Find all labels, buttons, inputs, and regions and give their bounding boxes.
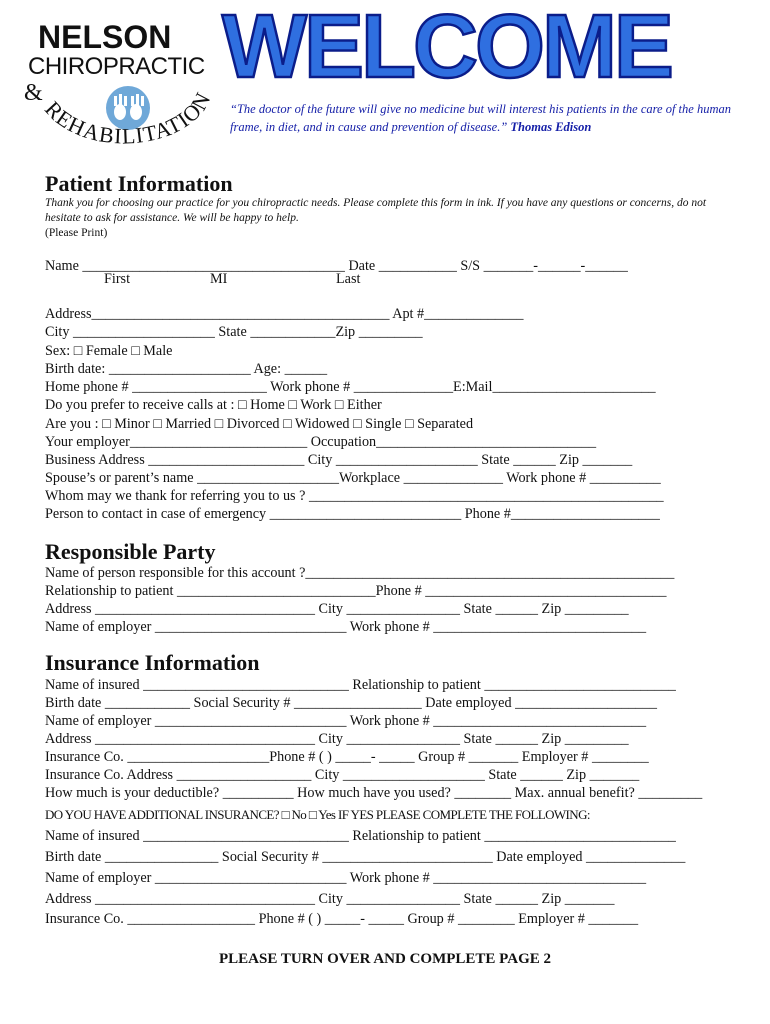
quote-text: “The doctor of the future will give no medicine but will interest his patients in the care of the human frame, in diet, and in cause and prevention of disease.”	[230, 102, 731, 134]
responsible-party-title: Responsible Party	[45, 539, 216, 564]
name-sub-last: Last	[336, 271, 361, 287]
logo-rehabilitation: REHABILITATION	[40, 87, 216, 149]
insured-employer-row[interactable]: Name of employer ___________________________ Work phone # ______________________________	[45, 713, 647, 729]
employer-row[interactable]: Your employer_________________________ Occupation_______________________________	[45, 434, 597, 450]
logo-nelson: NELSON	[38, 19, 172, 55]
city-row[interactable]: City ____________________ State ____________Zip _________	[45, 324, 423, 340]
second-insured-name-row[interactable]: Name of insured _____________________________ Relationship to patient ___________________________	[45, 828, 676, 844]
insurance-info-title: Insurance Information	[45, 650, 260, 675]
name-sub-mi: MI	[210, 271, 228, 287]
business-address-row[interactable]: Business Address ______________________ City ____________________ State ______ Zip _______	[45, 452, 633, 468]
clinic-logo	[22, 8, 222, 158]
edison-quote	[230, 100, 750, 136]
second-insurance-co-row[interactable]: Insurance Co. __________________ Phone # ( ) _____- _____ Group # ________ Employer # _______	[45, 911, 639, 927]
name-row[interactable]: Name _____________________________________ Date ___________ S/S _______-______-______	[45, 258, 628, 274]
additional-insurance-question[interactable]: DO YOU HAVE ADDITIONAL INSURANCE? □ No □ Yes IF YES PLEASE COMPLETE THE FOLLOWING:	[45, 807, 590, 822]
call-preference-row[interactable]: Do you prefer to receive calls at : □ Home □ Work □ Either	[45, 397, 382, 413]
quote-author: Thomas Edison	[510, 120, 592, 134]
address-row[interactable]: Address__________________________________________ Apt #______________	[45, 306, 524, 322]
responsible-employer-row[interactable]: Name of employer ___________________________ Work phone # ______________________________	[45, 619, 647, 635]
responsible-address-row[interactable]: Address _______________________________ City ________________ State ______ Zip _________	[45, 601, 629, 617]
name-sub-first: First	[104, 271, 131, 287]
marital-status-row[interactable]: Are you : □ Minor □ Married □ Divorced □ Widowed □ Single □ Separated	[45, 416, 474, 432]
spouse-row[interactable]: Spouse’s or parent’s name ____________________Workplace ______________ Work phone # __________	[45, 470, 661, 486]
responsible-name-row[interactable]: Name of person responsible for this account ?____________________________________________________	[45, 565, 675, 581]
birth-date-row[interactable]: Birth date: ____________________ Age: ______	[45, 361, 328, 377]
patient-intro: Thank you for choosing our practice for you chiropractic needs. Please complete this form in ink. If you have any questions or concerns, do not hesitate to ask for assistance. We will be happy to help.	[45, 197, 707, 224]
insurance-address-row[interactable]: Insurance Co. Address ___________________ City ____________________ State ______ Zip _______	[45, 767, 640, 783]
patient-info-title: Patient Information	[45, 171, 233, 196]
welcome-heading: WELCOME	[222, 0, 671, 97]
turn-over-notice: PLEASE TURN OVER AND COMPLETE PAGE 2	[219, 951, 551, 967]
emergency-contact-row[interactable]: Person to contact in case of emergency ___________________________ Phone #_____________________	[45, 506, 660, 522]
responsible-relationship-row[interactable]: Relationship to patient ____________________________Phone # __________________________________	[45, 583, 667, 599]
insurance-co-row[interactable]: Insurance Co. ____________________Phone # ( ) _____- _____ Group # _______ Employer # ________	[45, 749, 649, 765]
logo-chiropractic: CHIROPRACTIC	[28, 53, 205, 80]
insured-name-row[interactable]: Name of insured _____________________________ Relationship to patient ___________________________	[45, 677, 676, 693]
insured-address-row[interactable]: Address _______________________________ City ________________ State ______ Zip _________	[45, 731, 629, 747]
please-print: (Please Print)	[45, 227, 108, 239]
deductible-row[interactable]: How much is your deductible? __________ How much have you used? ________ Max. annual benefit? _________	[45, 785, 703, 801]
second-insured-birth-row[interactable]: Birth date ________________ Social Security # ________________________ Date employed ______________	[45, 849, 686, 865]
sex-row[interactable]: Sex: □ Female □ Male	[45, 343, 173, 359]
second-insured-employer-row[interactable]: Name of employer ___________________________ Work phone # ______________________________	[45, 870, 647, 886]
insured-birth-row[interactable]: Birth date ____________ Social Security # __________________ Date employed ____________________	[45, 695, 657, 711]
logo-ampersand: &	[24, 80, 43, 106]
second-insured-address-row[interactable]: Address _______________________________ City ________________ State ______ Zip _______	[45, 891, 615, 907]
referral-row[interactable]: Whom may we thank for referring you to us ? __________________________________________________	[45, 488, 664, 504]
phone-row[interactable]: Home phone # ___________________ Work phone # ______________E:Mail_______________________	[45, 379, 656, 395]
